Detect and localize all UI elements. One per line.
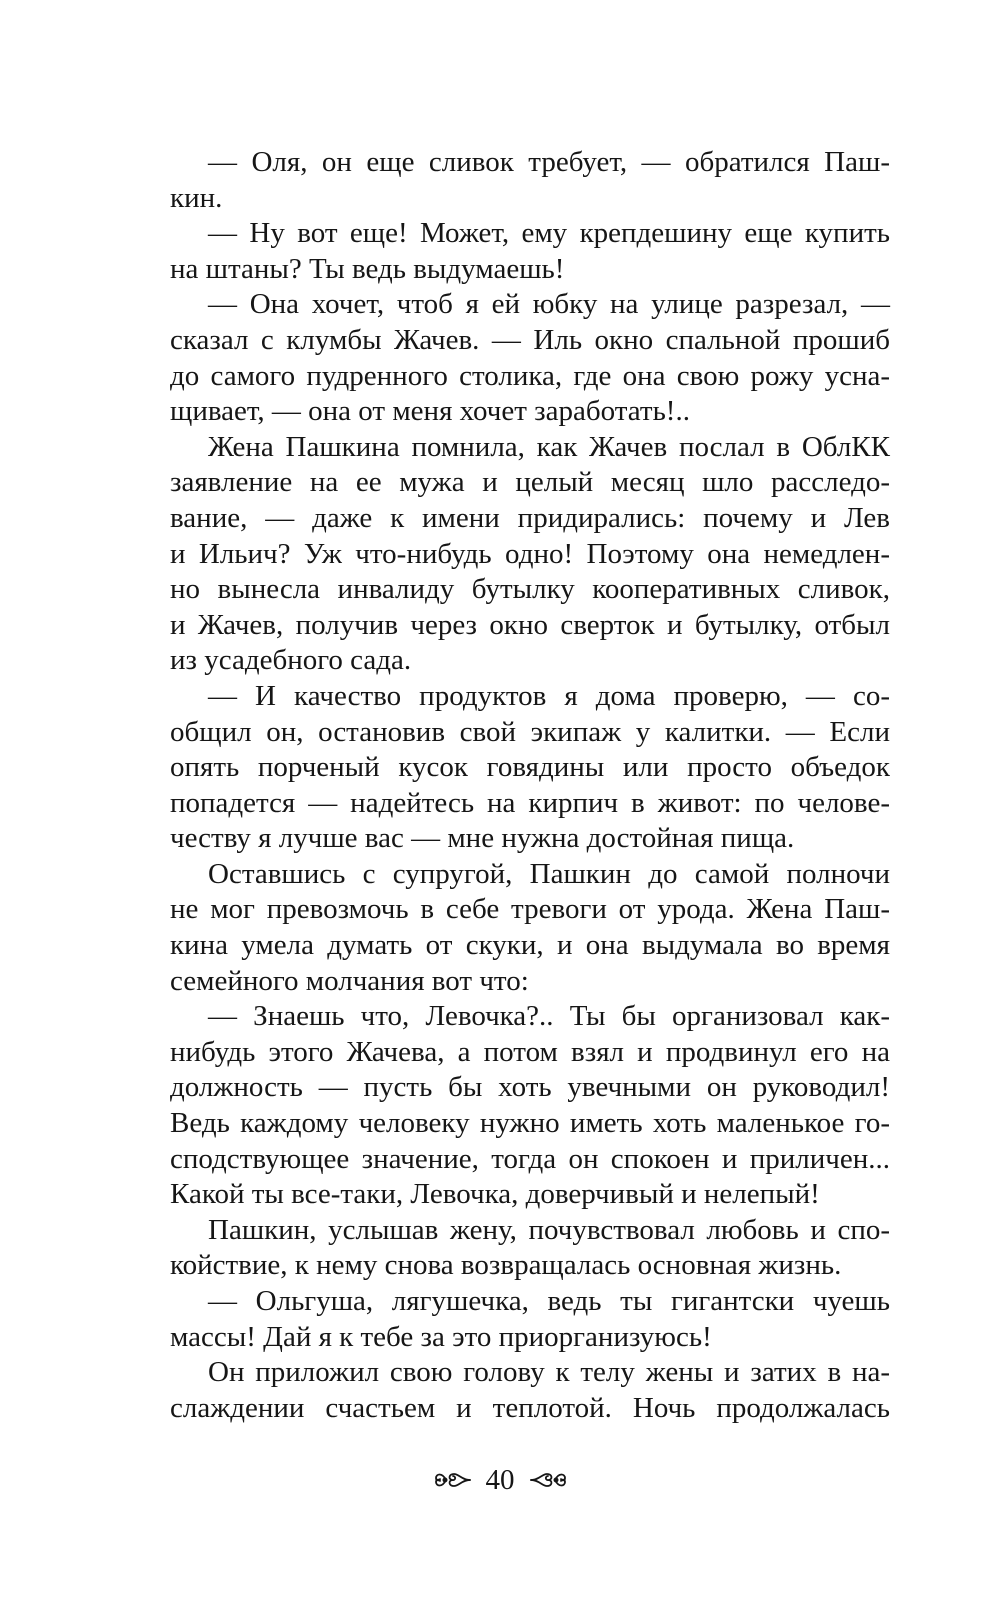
text-line: и Жачев, получив через окно сверток и бутылку, отбыл: [170, 608, 890, 641]
text-line: семейного молчания вот что:: [170, 964, 529, 997]
text-line: вание, — даже к имени придирались: почему и Лев: [170, 501, 890, 534]
text-line: из усадебного сада.: [170, 644, 412, 677]
text-line: койствие, к нему снова возвращалась основная жизнь.: [170, 1249, 842, 1282]
text-line: щивает, — она от меня хочет заработать!..: [170, 395, 690, 428]
text-line: Оставшись с супругой, Пашкин до самой полночи: [208, 857, 890, 890]
text-line: кина умела думать от скуки, и она выдумала во время: [170, 929, 890, 962]
text-line: до самого пудренного столика, где она свою рожу усна-: [170, 359, 890, 392]
text-line: но вынесла инвалиду бутылку кооперативных сливок,: [170, 573, 890, 606]
text-line: опять порченый кусок говядины или просто объедок: [170, 751, 890, 784]
text-line: Жена Пашкина помнила, как Жачев послал в ОблКК: [208, 430, 890, 463]
text-line: на штаны? Ты ведь выдумаешь!: [170, 252, 565, 285]
text-line: общил он, остановив свой экипаж у калитки. — Если: [170, 715, 890, 748]
book-page-text: [170, 145, 890, 1426]
text-line: кин.: [170, 181, 223, 214]
text-line: — Ольгуша, лягушечка, ведь ты гигантски чуешь: [208, 1285, 890, 1317]
page-number: 40: [485, 1464, 515, 1496]
fleuron-right-icon: [529, 1466, 569, 1494]
text-line: Он приложил свою голову к телу жены и затих в на-: [208, 1356, 890, 1389]
fleuron-left-icon: [432, 1466, 472, 1494]
text-line: Ведь каждому человеку нужно иметь хоть маленькое го-: [170, 1107, 890, 1140]
text-line: — Она хочет, чтоб я ей юбку на улице разрезал, —: [208, 288, 890, 321]
text-line: попадется — надейтесь на кирпич в живот: по челове-: [170, 786, 890, 819]
text-line: сподствующее значение, тогда он спокоен и приличен...: [170, 1142, 890, 1175]
text-line: — Знаешь что, Левочка?.. Ты бы организовал как-: [208, 1000, 890, 1033]
text-line: нибудь этого Жачева, а потом взял и продвинул его на: [170, 1035, 890, 1068]
text-line: должность — пусть бы хоть увечными он руководил!: [170, 1071, 890, 1104]
page-footer: [0, 1462, 1000, 1498]
text-line: Какой ты все-таки, Левочка, доверчивый и нелепый!: [170, 1178, 820, 1211]
text-line: массы! Дай я к тебе за это приорганизуюсь!: [170, 1320, 712, 1353]
text-line: слаждении счастьем и теплотой. Ночь продолжалась: [170, 1391, 890, 1424]
text-line: сказал с клумбы Жачев. — Иль окно спальной прошиб: [170, 323, 890, 356]
text-line: — Ну вот еще! Может, ему крепдешину еще купить: [208, 217, 890, 250]
text-line: Пашкин, услышав жену, почувствовал любовь и спо-: [208, 1213, 890, 1246]
text-line: — И качество продуктов я дома проверю, — со-: [208, 679, 890, 712]
text-line: честву я лучше вас — мне нужна достойная пища.: [170, 822, 795, 855]
text-line: не мог превозмочь в себе тревоги от урода. Жена Паш-: [170, 893, 890, 926]
text-line: заявление на ее мужа и целый месяц шло расследо-: [170, 466, 890, 499]
text-line: — Оля, он еще сливок требует, — обратился Паш-: [208, 146, 890, 178]
text-line: и Ильич? Уж что-нибудь одно! Поэтому она немедлен-: [170, 537, 890, 570]
